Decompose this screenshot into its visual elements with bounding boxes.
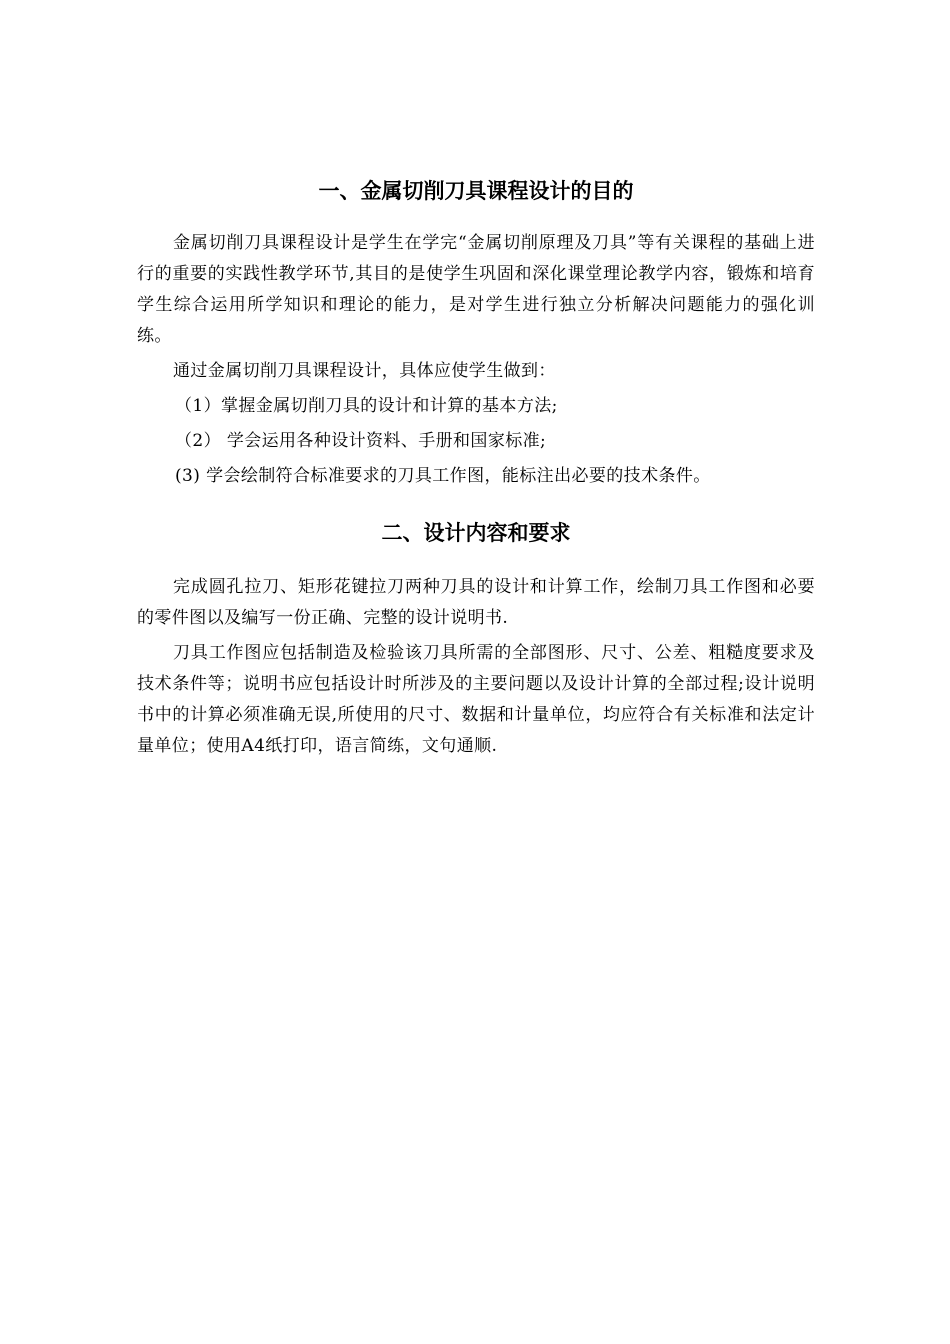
- section-1-paragraph-2: 通过金属切削刀具课程设计，具体应使学生做到：: [173, 361, 556, 381]
- section-2-paragraph-2: 刀具工作图应包括制造及检验该刀具所需的全部图形、尺寸、公差、粗糙度要求及技术条件等；说明书应包括设计时所涉及的主要问题以及设计计算的全部过程;设计说明书中的计算必须准确无误,所使用的尺寸、数据和计量单位，均应符合有关标准和法定计量单位；使用A4纸打印，语言简练，文句通顺.: [137, 643, 815, 756]
- goal-item-2: （2） 学会运用各种设计资料、手册和国家标准;: [175, 431, 547, 451]
- section-content-requirements: [137, 514, 815, 762]
- section-purpose: [137, 172, 815, 492]
- goals-list: [137, 391, 815, 492]
- section-1-title: 一、金属切削刀具课程设计的目的: [318, 179, 634, 203]
- goal-item-1: （1）掌握金属切削刀具的设计和计算的基本方法;: [175, 396, 558, 416]
- page-content: [137, 172, 815, 766]
- section-2-title: 二、设计内容和要求: [381, 521, 571, 545]
- goal-item-3: (3) 学会绘制符合标准要求的刀具工作图，能标注出必要的技术条件。: [175, 466, 711, 486]
- section-1-paragraph-1: 金属切削刀具课程设计是学生在学完“金属切削原理及刀具”等有关课程的基础上进行的重要的实践性教学环节,其目的是使学生巩固和深化课堂理论教学内容，锻炼和培育学生综合运用所学知识和理论的能力，是对学生进行独立分析解决问题能力的强化训练。: [137, 233, 815, 346]
- section-2-paragraph-1: 完成圆孔拉刀、矩形花键拉刀两种刀具的设计和计算工作，绘制刀具工作图和必要的零件图以及编写一份正确、完整的设计说明书.: [137, 577, 815, 628]
